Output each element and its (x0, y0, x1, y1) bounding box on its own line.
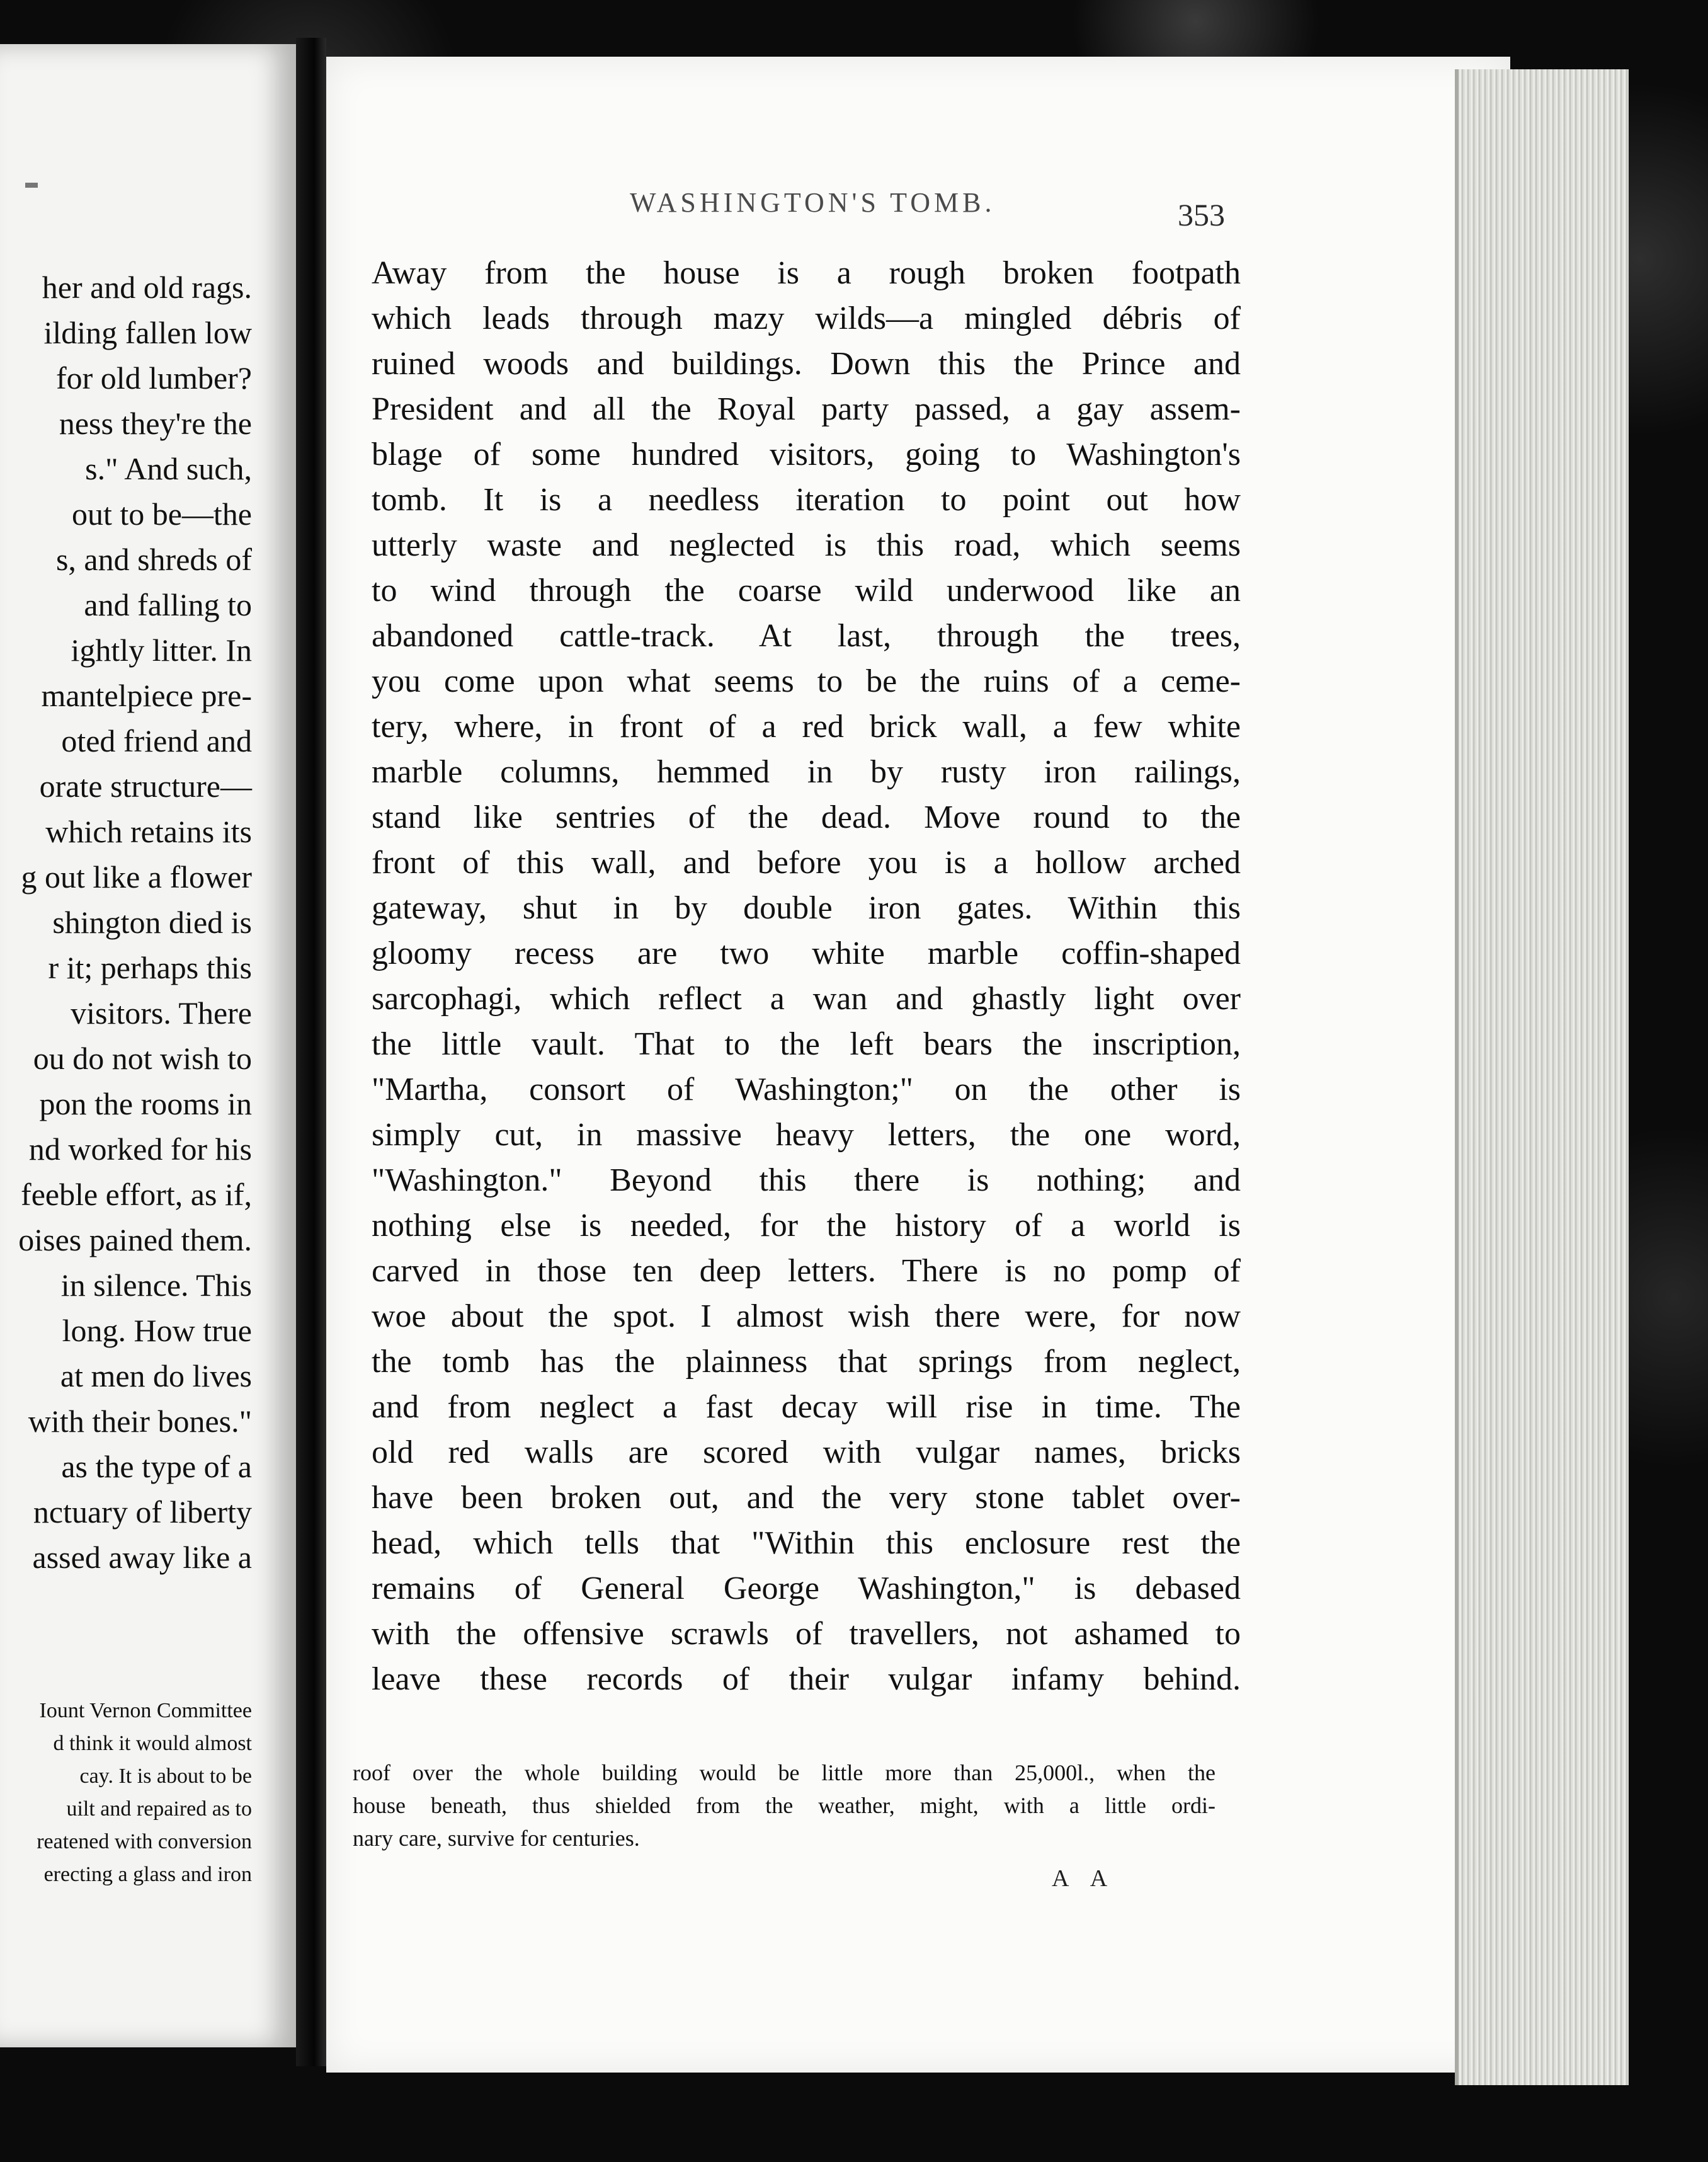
left-line: shington died is (52, 905, 252, 940)
left-line: and falling to (84, 587, 252, 622)
left-line: assed away like a (32, 1540, 252, 1575)
left-line: ilding fallen low (43, 315, 252, 350)
text-line: woe about the spot. I almost wish there were, for now (372, 1298, 1241, 1334)
left-line: nd worked for his (28, 1131, 252, 1167)
left-line: as the type of a (61, 1449, 252, 1484)
text-line: Away from the house is a rough broken footpath (372, 255, 1241, 291)
page-edges (1455, 69, 1629, 2085)
left-footnote-line: uilt and repaired as to (66, 1797, 252, 1821)
text-line: sarcophagi, which reflect a wan and ghastly light over (372, 981, 1241, 1017)
text-line: carved in those ten deep letters. There is no pomp of (372, 1253, 1241, 1289)
running-head: WASHINGTON'S TOMB. (630, 187, 996, 218)
text-line: "Martha, consort of Washington;" on the other is (372, 1072, 1241, 1107)
left-line: ightly litter. In (71, 632, 252, 668)
left-footnote-line: cay. It is about to be (79, 1764, 252, 1788)
text-line: ruined woods and buildings. Down this the Prince and (372, 346, 1241, 382)
left-page-footnote (0, 1695, 252, 1891)
text-line: old red walls are scored with vulgar names, bricks (372, 1434, 1241, 1470)
text-line: which leads through mazy wilds—a mingled débris of (372, 300, 1241, 336)
page-number: 353 (1178, 197, 1225, 232)
left-line: in silence. This (60, 1267, 252, 1303)
left-facing-page (0, 44, 296, 2047)
text-line: marble columns, hemmed in by rusty iron railings, (372, 754, 1241, 790)
left-line: her and old rags. (42, 270, 252, 305)
page-smudge (25, 183, 38, 188)
text-line: and from neglect a fast decay will rise in time. The (372, 1389, 1241, 1425)
left-line: mantelpiece pre- (41, 678, 252, 713)
left-line: visitors. There (71, 995, 252, 1031)
text-line: President and all the Royal party passed, a gay assem- (372, 391, 1241, 427)
footnote-line: roof over the whole building would be little more than 25,000l., when the (353, 1760, 1216, 1785)
text-line: utterly waste and neglected is this road, which seems (372, 527, 1241, 563)
left-footnote-line: d think it would almost (53, 1732, 252, 1755)
text-line: have been broken out, and the very stone tablet over- (372, 1480, 1241, 1516)
book-gutter (296, 38, 326, 2066)
left-line: pon the rooms in (39, 1086, 252, 1121)
left-footnote-line: erecting a glass and iron (43, 1863, 252, 1886)
footnote-line: house beneath, thus shielded from the weather, might, with a little ordi- (353, 1793, 1216, 1818)
text-line: to wind through the coarse wild underwood like an (372, 573, 1241, 609)
left-line: ness they're the (59, 406, 252, 441)
left-line: feeble effort, as if, (21, 1177, 252, 1212)
text-line: head, which tells that "Within this enclosure rest the (372, 1525, 1241, 1561)
left-line: oted friend and (61, 723, 252, 758)
left-line: g out like a flower (21, 859, 252, 895)
text-line: gateway, shut in by double iron gates. Within this (372, 890, 1241, 926)
text-line: the little vault. That to the left bears the inscription, (372, 1026, 1241, 1062)
left-footnote-line: reatened with conversion (37, 1830, 252, 1853)
left-line: long. How true (62, 1313, 252, 1348)
text-line: with the offensive scrawls of travellers, not ashamed to (372, 1616, 1241, 1652)
left-line: r it; perhaps this (48, 950, 252, 985)
left-line: for old lumber? (55, 360, 252, 396)
left-page-text (0, 265, 252, 1580)
body-text (372, 251, 1241, 1702)
text-line: stand like sentries of the dead. Move round to the (372, 799, 1241, 835)
left-line: orate structure— (39, 769, 252, 804)
text-line: gloomy recess are two white marble coffin-shaped (372, 935, 1241, 971)
footnote-line: nary care, survive for centuries. (353, 1826, 640, 1851)
footnote (353, 1756, 1216, 1855)
left-line: ou do not wish to (33, 1041, 252, 1076)
signature-mark: A A (1052, 1865, 1117, 1892)
text-line: leave these records of their vulgar infamy behind. (372, 1661, 1241, 1697)
left-line: oises pained them. (18, 1222, 252, 1257)
text-line: nothing else is needed, for the history of a world is (372, 1208, 1241, 1244)
text-line: you come upon what seems to be the ruins of a ceme- (372, 663, 1241, 699)
left-footnote-line: Iount Vernon Committee (39, 1699, 252, 1722)
text-line: "Washington." Beyond this there is nothing; and (372, 1162, 1241, 1198)
left-line: nctuary of liberty (33, 1494, 252, 1530)
left-line: which retains its (45, 814, 252, 849)
left-line: s, and shreds of (55, 542, 252, 577)
left-line: s." And such, (85, 451, 252, 486)
text-line: remains of General George Washington," is debased (372, 1570, 1241, 1606)
text-line: the tomb has the plainness that springs from neglect, (372, 1344, 1241, 1380)
text-line: tery, where, in front of a red brick wall, a few white (372, 709, 1241, 745)
text-line: tomb. It is a needless iteration to point out how (372, 482, 1241, 518)
text-line: abandoned cattle-track. At last, through the trees, (372, 618, 1241, 654)
text-line: front of this wall, and before you is a hollow arched (372, 845, 1241, 881)
left-line: with their bones." (28, 1404, 252, 1439)
text-line: simply cut, in massive heavy letters, the one word, (372, 1117, 1241, 1153)
left-line: out to be—the (71, 496, 252, 532)
left-line: at men do lives (60, 1358, 252, 1393)
text-line: blage of some hundred visitors, going to Washington's (372, 437, 1241, 472)
